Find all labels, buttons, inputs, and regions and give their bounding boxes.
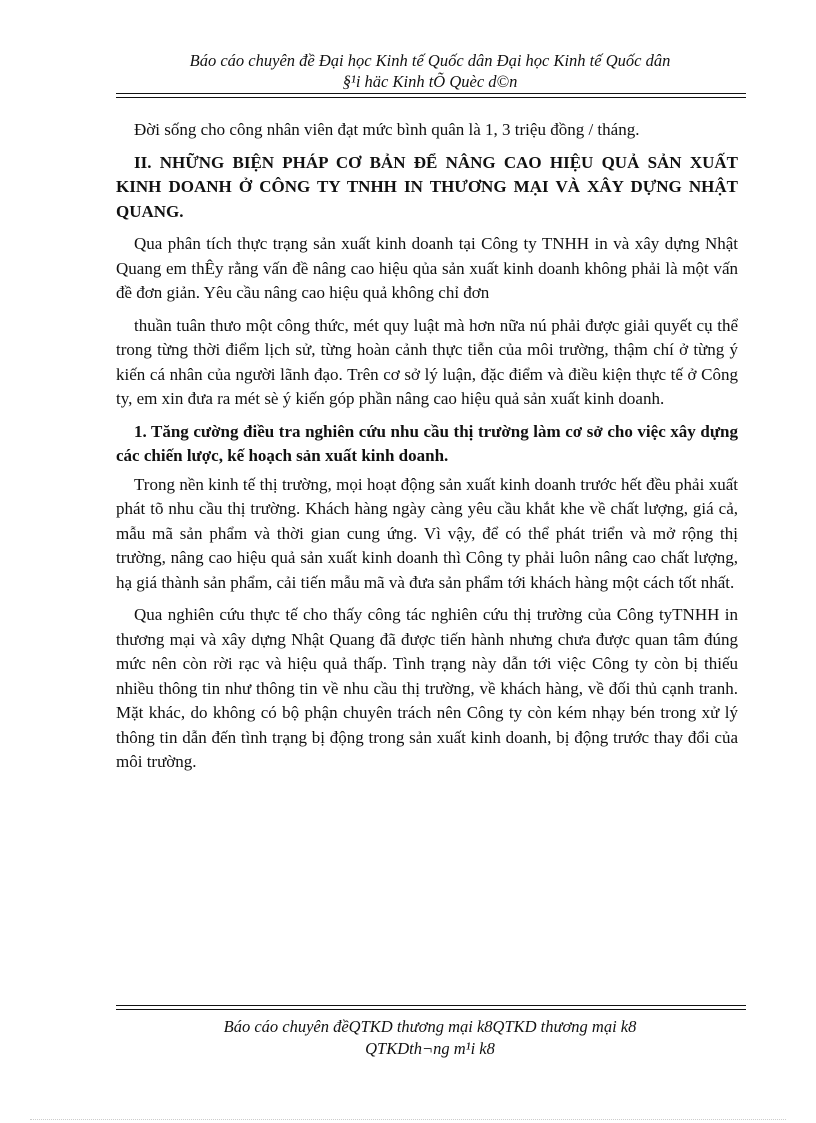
page-footer-line-1: Báo cáo chuyên đềQTKD thương mại k8QTKD thương mại k8 (223, 1017, 637, 1036)
header-rule-bottom (116, 97, 746, 98)
paragraph-analysis-continued: thuần tuân thưo một công thức, mét quy luật mà hơn nữa nú phải được giải quyết cụ thể trong từng thời điểm lịch sử, từng hoàn cảnh thực tiễn của môi trường, thậm chí ở từng ý kiến cá nhân của người lãnh đạo. Trên cơ sở lý luận, đặc điểm và điều kiện thực tế ở Công ty, em xin đưa ra mét sè ý kiến góp phần nâng cao hiệu quả sản xuất kinh doanh. (116, 315, 738, 408)
page-header-line-2: §¹i häc Kinh tÕ Quèc d©n (342, 72, 518, 91)
page-footer-line-2: QTKDth¬ng m¹i k8 (365, 1039, 495, 1058)
page-edge-dotted-line (30, 1119, 786, 1120)
paragraph-analysis-intro: Qua phân tích thực trạng sản xuất kinh doanh tại Công ty TNHH in và xây dựng Nhật Quang em thÊy rằng vấn đề nâng cao hiệu qủa sản xuất kinh doanh không phải là một vấn đề đơn giản. Yêu cầu nâng cao hiệu quả không chỉ đơn (116, 234, 738, 302)
paragraph-market-research: Qua nghiên cứu thực tế cho thấy công tác nghiên cứu thị trường của Công tyTNHH in thương mại và xây dựng Nhật Quang đã được tiến hành nhưng chưa được quan tâm đúng mức nên còn rời rạc và hiệu quả thấp. Tình trạng này dẫn tới việc Công ty còn bị thiếu nhiều thông tin như thông tin về nhu cầu thị trường, về khách hàng, về đối thủ cạnh tranh. Mặt khác, do không có bộ phận chuyên trách nên Công ty còn kém nhạy bén trong xử lý thông tin dẫn đến tình trạng bị động trong sản xuất kinh doanh, bị động trước thay đổi của môi trường. (116, 605, 738, 771)
subsection-heading-1: 1. Tăng cường điều tra nghiên cứu nhu cầu thị trường làm cơ sở cho việc xây dựng các chiến lược, kế hoạch sản xuất kinh doanh. (116, 421, 738, 465)
document-body (116, 118, 738, 775)
paragraph-market-economy: Trong nền kinh tế thị trường, mọi hoạt động sản xuất kinh doanh trước hết đều phải xuất phát tõ nhu cầu thị trường. Khách hàng ngày càng yêu cầu khắt khe về chất lượng, giá cả, mẫu mã sản phẩm và thời gian cung ứng. Vì vậy, để có thể phát triển và mở rộng thị trường, nâng cao hiệu quả sản xuất kinh doanh thì Công ty phải luôn nâng cao chất lượng, hạ giá thành sản phẩm, cải tiến mẫu mã và đưa sản phẩm tới khách hàng một cách tốt nhất. (116, 474, 738, 592)
page-header-line-1: Báo cáo chuyên đề Đại học Kinh tế Quốc dân Đại học Kinh tế Quốc dân (189, 51, 671, 70)
section-heading-ii: II. NHỮNG BIỆN PHÁP CƠ BẢN ĐỂ NÂNG CAO HIỆU QUẢ SẢN XUẤT KINH DOANH Ở CÔNG TY TNHH IN THƯƠNG MẠI VÀ XÂY DỰNG NHẬT QUANG. (116, 152, 738, 221)
footer-rule-bottom (116, 1009, 746, 1010)
paragraph-living-standard: Đời sống cho công nhân viên đạt mức bình quân là 1, 3 triệu đồng / tháng. (134, 120, 640, 139)
footer-rule-top (116, 1005, 746, 1006)
header-rule-top (116, 93, 746, 94)
